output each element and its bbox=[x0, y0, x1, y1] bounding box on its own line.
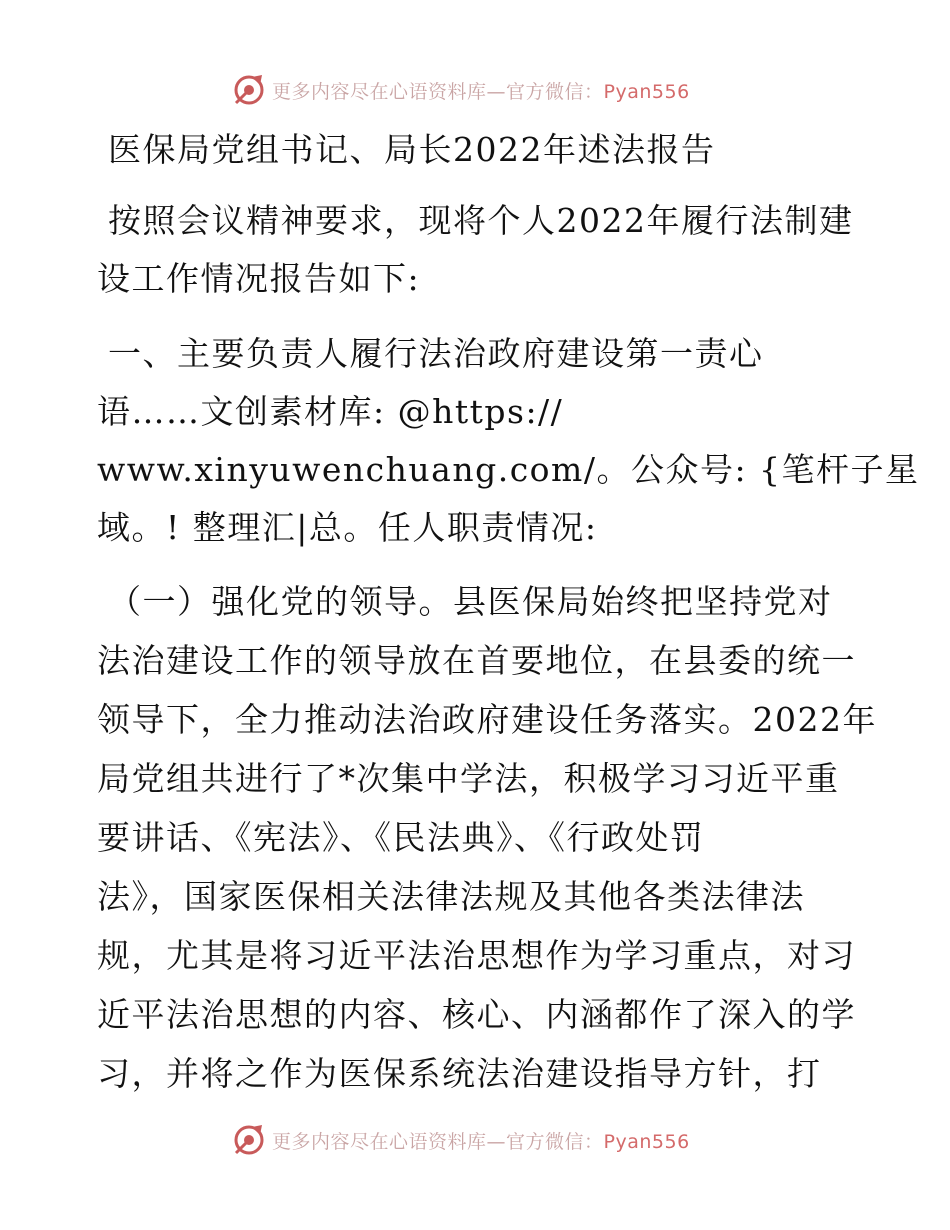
paragraph-line: 语……文创素材库: @https:// bbox=[97, 392, 564, 431]
quill-logo-icon bbox=[232, 1123, 266, 1157]
paragraph-line: www.xinyuwenchuang.com/。公众号: {笔杆子星 bbox=[97, 450, 920, 489]
paragraph-line: 按照会议精神要求，现将个人2022年履行法制建 bbox=[108, 201, 854, 240]
paragraph-line: 要讲话、《宪法》、《民法典》、《行政处罚 bbox=[97, 818, 705, 857]
paragraph-line: 局党组共进行了*次集中学法，积极学习习近平重 bbox=[97, 759, 840, 798]
paragraph-line: 法治建设工作的领导放在首要地位，在县委的统一 bbox=[97, 641, 856, 680]
paragraph-line: 域。! 整理汇|总。任人职责情况: bbox=[97, 508, 598, 547]
footer-watermark bbox=[232, 1122, 712, 1158]
paragraph-line: 习，并将之作为医保系统法治建设指导方针，打 bbox=[97, 1054, 822, 1093]
header-watermark bbox=[232, 72, 712, 108]
watermark-text: 更多内容尽在心语资料库—官方微信： bbox=[272, 1130, 604, 1153]
document-title: 医保局党组书记、局长2022年述法报告 bbox=[108, 130, 716, 169]
paragraph-line: 法》，国家医保相关法律法规及其他各类法律法 bbox=[97, 877, 805, 916]
paragraph-line: 设工作情况报告如下: bbox=[97, 259, 421, 298]
watermark-wechat-id: Pyan556 bbox=[603, 1130, 690, 1153]
paragraph-line: 近平法治思想的内容、核心、内涵都作了深入的学 bbox=[97, 995, 856, 1034]
subsection-line: （一）强化党的领导。县医保局始终把坚持党对 bbox=[108, 582, 833, 621]
section-heading-line: 一、主要负责人履行法治政府建设第一责心 bbox=[108, 334, 764, 373]
watermark-text: 更多内容尽在心语资料库—官方微信： bbox=[272, 80, 604, 103]
paragraph-line: 规，尤其是将习近平法治思想作为学习重点，对习 bbox=[97, 936, 856, 975]
quill-logo-icon bbox=[232, 73, 266, 107]
watermark-wechat-id: Pyan556 bbox=[603, 80, 690, 103]
paragraph-line: 领导下，全力推动法治政府建设任务落实。2022年 bbox=[97, 700, 877, 739]
